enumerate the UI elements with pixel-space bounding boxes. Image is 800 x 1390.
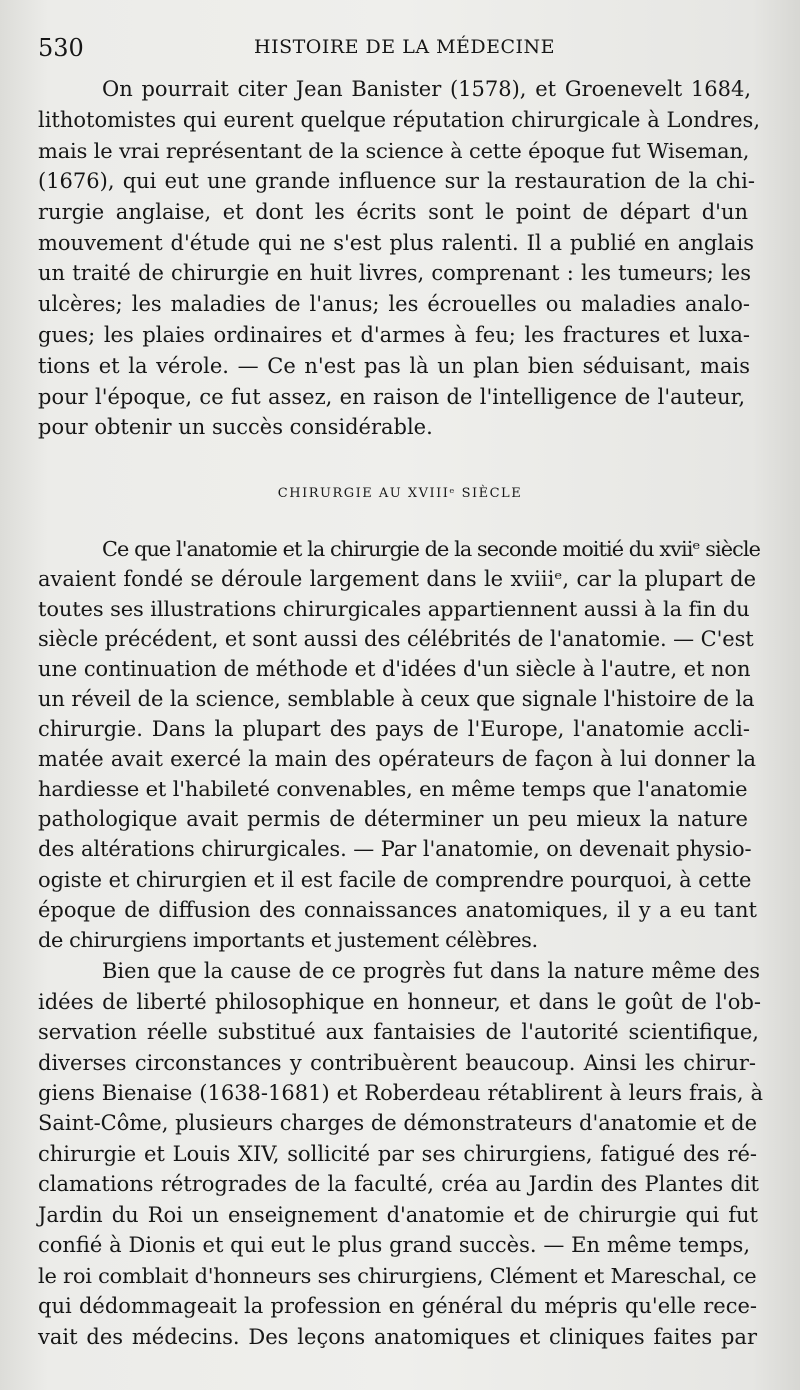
- text-line: [0, 743, 800, 775]
- text-line: [0, 593, 800, 625]
- text-line: [0, 1229, 800, 1261]
- text-line: [0, 257, 800, 289]
- text-line-content: gues; les plaies ordinaires et d'armes à feu; les fractures et luxa-: [38, 323, 750, 347]
- text-line: [0, 986, 800, 1018]
- text-line-content: toutes ses illustrations chirurgicales appartiennent aussi à la fin du: [38, 597, 750, 621]
- text-line-content: confié à Dionis et qui eut le plus grand succès. — En même temps,: [38, 1233, 750, 1257]
- text-line-content: idées de liberté philosophique en honneur, et dans le goût de l'ob-: [38, 990, 761, 1014]
- text-line: [0, 165, 800, 197]
- text-line-content: giens Bienaise (1638-1681) et Roberdeau rétablirent à leurs frais, à: [38, 1081, 763, 1105]
- page-header: [38, 34, 760, 64]
- text-line: [0, 411, 800, 443]
- text-line: [0, 1016, 800, 1048]
- text-line: [0, 1077, 800, 1109]
- text-line-content: époque de diffusion des connaissances anatomiques, il y a eu tant: [38, 898, 757, 922]
- text-line-content: On pourrait citer Jean Banister (1578), et Groenevelt 1684,: [102, 77, 751, 101]
- text-line-content: vait des médecins. Des leçons anatomiques et cliniques faites par: [38, 1325, 757, 1349]
- text-line-content: lithotomistes qui eurent quelque réputation chirurgicale à Londres,: [38, 108, 760, 132]
- text-line-content: pour l'époque, ce fut assez, en raison de l'intelligence de l'auteur,: [38, 385, 745, 409]
- text-line-content: un traité de chirurgie en huit livres, comprenant : les tumeurs; les: [38, 261, 751, 285]
- text-line: [0, 1199, 800, 1231]
- text-line-content: diverses circonstances y contribuèrent beaucoup. Ainsi les chirur-: [38, 1051, 756, 1075]
- text-line-content: Saint-Côme, plusieurs charges de démonstrateurs d'anatomie et de: [38, 1111, 757, 1135]
- text-line: [0, 288, 800, 320]
- text-line: [0, 135, 800, 167]
- text-line: [0, 533, 800, 565]
- text-line: [0, 864, 800, 896]
- text-line: [0, 1260, 800, 1292]
- text-line-content: des altérations chirurgicales. — Par l'anatomie, on devenait physio-: [38, 837, 752, 861]
- text-line: [0, 924, 800, 956]
- text-line-content: matée avait exercé la main des opérateurs de façon à lui donner la: [38, 747, 756, 771]
- text-line-content: mais le vrai représentant de la science à cette époque fut Wiseman,: [38, 139, 750, 163]
- text-line: [0, 350, 800, 382]
- running-title: HISTOIRE DE LA MÉDECINE: [254, 36, 556, 58]
- text-line: [0, 773, 800, 805]
- text-line: [0, 653, 800, 685]
- text-line: [0, 1290, 800, 1322]
- text-line: [0, 381, 800, 413]
- text-line-content: rurgie anglaise, et dont les écrits sont le point de départ d'un: [38, 200, 748, 224]
- text-line: [0, 196, 800, 228]
- text-line-content: mouvement d'étude qui ne s'est plus ralenti. Il a publié en anglais: [38, 231, 754, 255]
- text-line: [0, 894, 800, 926]
- text-line: [0, 713, 800, 745]
- page-number: 530: [38, 34, 84, 62]
- text-line-content: qui dédommageait la profession en général du mépris qu'elle rece-: [38, 1294, 757, 1318]
- text-line-content: Bien que la cause de ce progrès fut dans la nature même des: [102, 959, 760, 983]
- text-line-content: Jardin du Roi un enseignement d'anatomie et de chirurgie qui fut: [38, 1203, 758, 1227]
- text-line-content: tions et la vérole. — Ce n'est pas là un plan bien séduisant, mais: [38, 354, 750, 378]
- text-line-content: chirurgie. Dans la plupart des pays de l'Europe, l'anatomie accli-: [38, 717, 750, 741]
- text-line-content: pour obtenir un succès considérable.: [38, 415, 433, 439]
- text-line-content: de chirurgiens importants et justement célèbres.: [38, 928, 538, 952]
- text-line-content: chirurgie et Louis XIV, sollicité par ses chirurgiens, fatigué des ré-: [38, 1142, 757, 1166]
- text-line-content: hardiesse et l'habileté convenables, en même temps que l'anatomie: [38, 777, 748, 801]
- text-line-content: siècle précédent, et sont aussi des célébrités de l'anatomie. — C'est: [38, 627, 754, 651]
- text-line-content: servation réelle substitué aux fantaisies de l'autorité scientifique,: [38, 1020, 759, 1044]
- text-line: [0, 1138, 800, 1170]
- text-line-content: ogiste et chirurgien et il est facile de comprendre pourquoi, à cette: [38, 868, 752, 892]
- section-heading: CHIRURGIE AU XVIIIᵉ SIÈCLE: [277, 486, 523, 501]
- text-line: [0, 955, 800, 987]
- text-line-content: clamations rétrogrades de la faculté, créa au Jardin des Plantes dit: [38, 1172, 759, 1196]
- text-line: [0, 623, 800, 655]
- text-line: [0, 319, 800, 351]
- text-line: [0, 833, 800, 865]
- text-line: [0, 1047, 800, 1079]
- text-line: [0, 803, 800, 835]
- text-line-content: une continuation de méthode et d'idées d'un siècle à l'autre, et non: [38, 657, 751, 681]
- text-line: [0, 1107, 800, 1139]
- text-line: [0, 1321, 800, 1353]
- text-line-content: ulcères; les maladies de l'anus; les écrouelles ou maladies analo-: [38, 292, 750, 316]
- text-line-content: un réveil de la science, semblable à ceux que signale l'histoire de la: [38, 687, 755, 711]
- text-line-content: pathologique avait permis de déterminer un peu mieux la nature: [38, 807, 748, 831]
- text-line-content: Ce que l'anatomie et la chirurgie de la seconde moitié du xviiᵉ siècle: [102, 537, 760, 561]
- text-line-content: le roi comblait d'honneurs ses chirurgiens, Clément et Mareschal, ce: [38, 1264, 757, 1288]
- text-line: [0, 1168, 800, 1200]
- text-line: [0, 683, 800, 715]
- text-line-content: avaient fondé se déroule largement dans le xviiiᵉ, car la plupart de: [38, 567, 756, 591]
- text-line: [0, 73, 800, 105]
- text-line: [0, 227, 800, 259]
- text-line-content: (1676), qui eut une grande influence sur la restauration de la chi-: [38, 169, 755, 193]
- text-line: [0, 104, 800, 136]
- text-line: [0, 563, 800, 595]
